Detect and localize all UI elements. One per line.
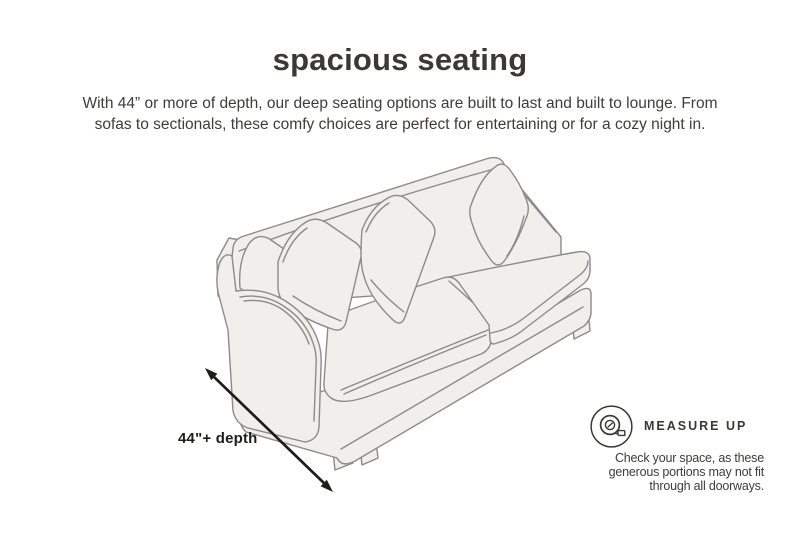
dimension-label: 44"+ depth	[178, 430, 258, 447]
tape-measure-icon	[589, 404, 634, 449]
page-title: spacious seating	[272, 42, 528, 77]
intro-line-1: With 44” or more of depth, our deep seating options are built to last and built to lounge. From	[82, 95, 718, 112]
measure-up-section	[589, 403, 764, 493]
note-line-1: Check your space, as these	[614, 451, 764, 465]
measure-up-heading: MEASURE UP	[644, 419, 748, 433]
intro-line-2: sofas to sectionals, these comfy choices are perfect for entertaining or for a cozy night in.	[94, 116, 706, 133]
note-line-3: through all doorways.	[649, 479, 764, 493]
note-line-2: generous portions may not fit	[608, 465, 764, 479]
measure-up-header	[589, 403, 764, 449]
measure-up-note	[589, 451, 764, 493]
